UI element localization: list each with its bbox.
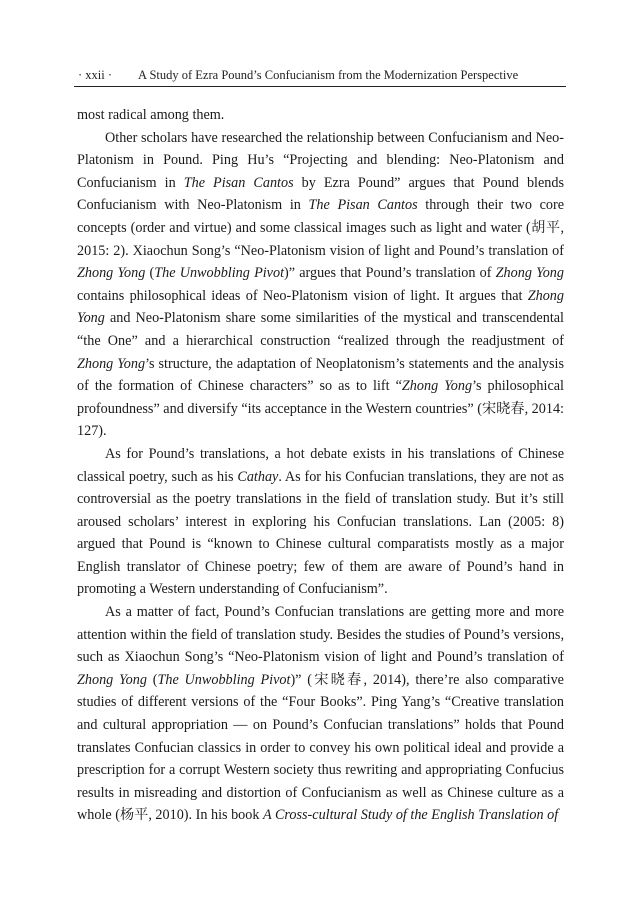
text-run: through their two core concepts (order and virtue) and some classical images such as light and water (胡平, 2015: 2). Xiaochun Song’s “Neo-Platonism vision of light and Pound’s translation of [77, 197, 565, 259]
text-run: most radical among them. [77, 107, 225, 123]
text-run: and Neo-Platonism share some similarities of the mystical and transcendental “the One” and a hierarchical construction “realized through the readjustment of [77, 310, 564, 349]
italic-title: Zhong Yong [77, 287, 564, 327]
text-run: . As for his Confucian translations, they are not as controversial as the poetry translations in the field of translation study. But it’s still aroused scholars’ interest in exploring his Confucian translations. Lan (2005: 8) argued that Pound is “known to Chinese cultural comparatists mostly as a major English translator of Chinese poetry; few of them are aware of Pound’s hand in promoting a Western understanding of Confucianism”. [77, 468, 564, 598]
italic-title: Zhong Yong [495, 265, 564, 282]
page-number: · xxii · [78, 68, 113, 82]
text-run: ’s structure, the adaptation of Neoplatonism’s statements and the analysis of the formation of Chinese characters” so as to lift “ [77, 355, 565, 395]
italic-title: Zhong Yong [401, 378, 473, 395]
running-title: A Study of Ezra Pound’s Confucianism from the Modernization Perspective [138, 68, 519, 82]
italic-title: Zhong Yong [77, 355, 146, 372]
text-run: As for Pound’s translations, a hot debate exists in his translations of Chinese classical poetry, such as his [77, 445, 564, 485]
text-run: ’s philosophical profoundness” and diversify “its acceptance in the Western countries” (宋晓春, 2014: 127). [77, 378, 564, 440]
italic-title: Cathay [237, 468, 279, 485]
italic-title: A Cross-cultural Study of the English Translation of [263, 807, 559, 824]
paragraph [77, 601, 564, 827]
italic-title: Zhong Yong [77, 671, 147, 688]
italic-title: The Pisan Cantos [308, 197, 418, 214]
running-header [74, 66, 566, 87]
italic-title: The Unwobbling Pivot [157, 671, 291, 688]
text-run: by Ezra Pound” argues that Pound blends Confucianism with Neo-Platonism in [77, 174, 564, 214]
text-run: ( [145, 265, 155, 282]
text-run: ( [146, 671, 158, 688]
italic-title: Zhong Yong [77, 265, 146, 282]
text-run: Other scholars have researched the relationship between Confucianism and Neo-Platonism in Pound. Ping Hu’s “Projecting and blending: Neo-Platonism and Confucianism in [77, 129, 564, 191]
body-text [77, 104, 564, 827]
text-run: )” argues that Pound’s translation of [284, 265, 496, 282]
text-run: As a matter of fact, Pound’s Confucian translations are getting more and more attention within the field of translation study. Besides the studies of Pound’s versions, such as Xiaochun Song’s “Neo-Platonism vision of light and Pound’s translation of [77, 604, 564, 666]
paragraph [77, 104, 564, 127]
text-run: contains philosophical ideas of Neo-Platonism vision of light. It argues that [77, 287, 528, 304]
paragraph [77, 443, 564, 601]
text-run: )” (宋晓春, 2014), there’re also comparative studies of different versions of the “Four Books”. Ping Yang’s “Creative translation and cultural appropriation — on Pound’s Confucian translations” holds that Pound translates Confucian classics in order to convey his own political ideal and provide a prescription for a corrupt Western society thus rewriting and appropriating Confucius results in misreading and distortion of Confucianism as well as Chinese culture as a whole (杨平, 2010). In his book [77, 671, 564, 824]
paragraph [77, 127, 564, 443]
italic-title: The Pisan Cantos [183, 174, 294, 191]
italic-title: The Unwobbling Pivot [154, 265, 285, 282]
